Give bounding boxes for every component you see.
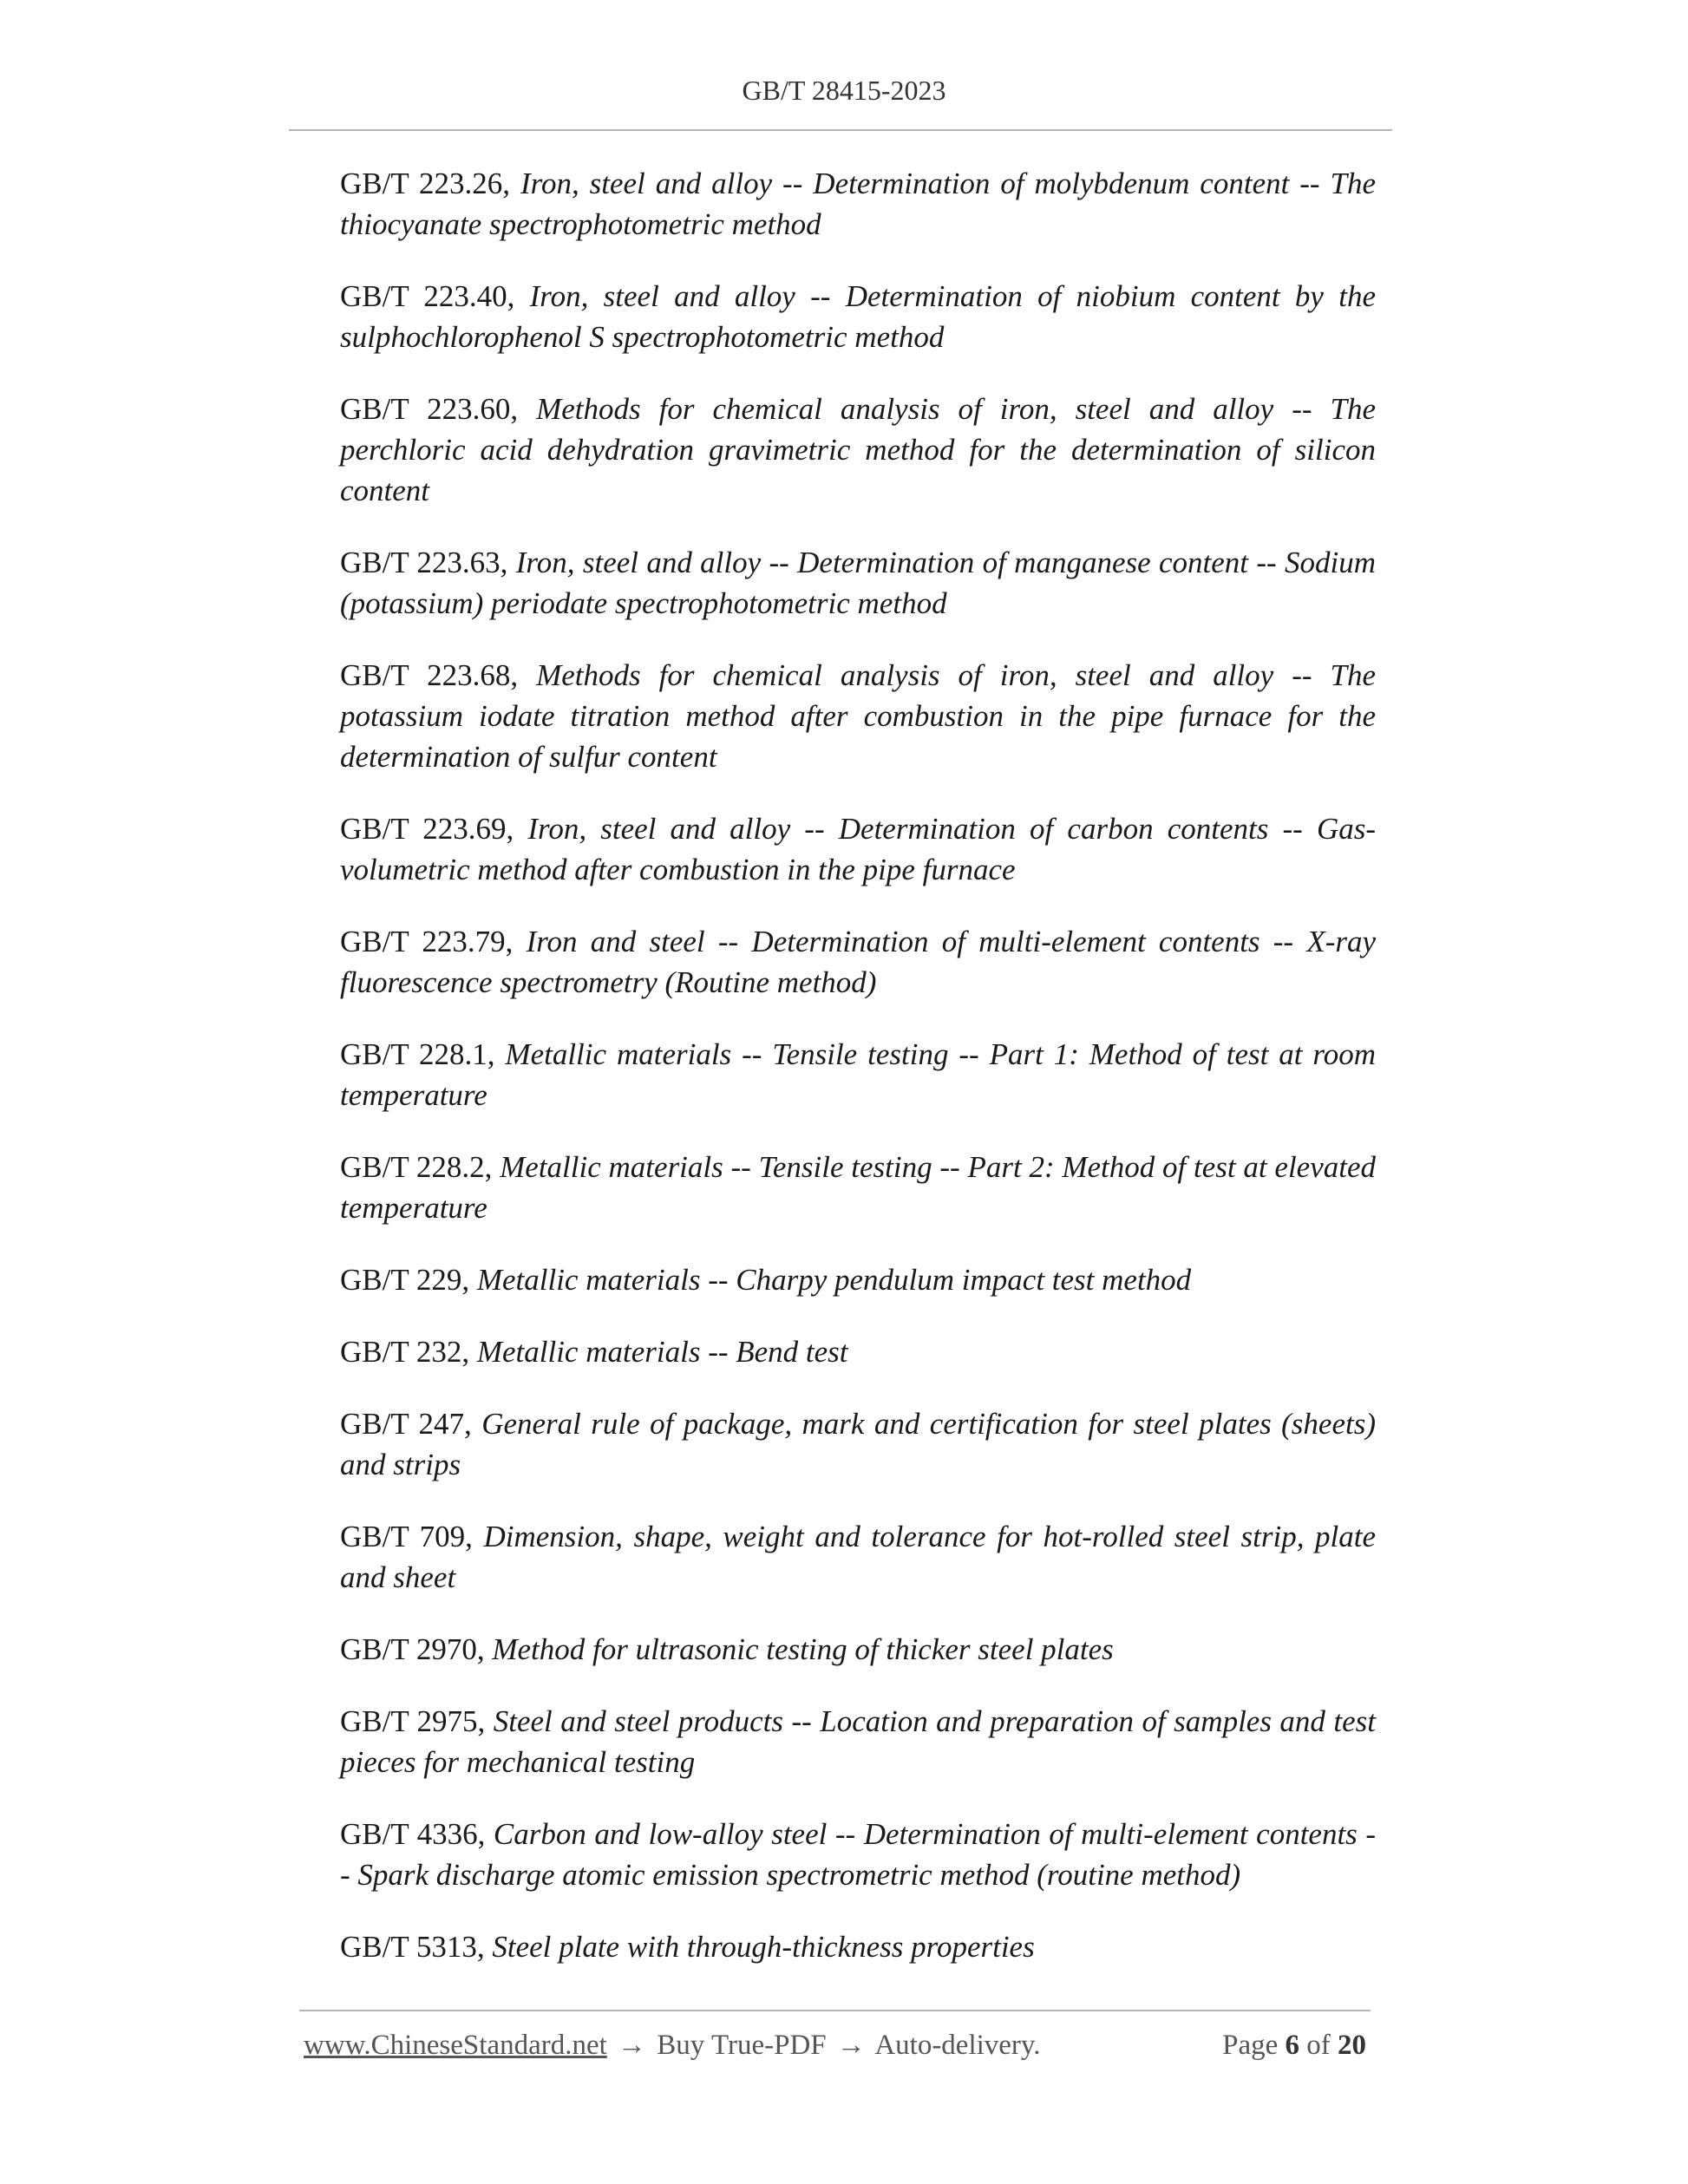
page-number <box>1222 2030 1366 2062</box>
reference-code: GB/T 223.40, <box>340 279 530 313</box>
reference-title: Iron, steel and alloy -- Determination of manganese content -- Sodium (potassium) periodate spectrophotometric method <box>340 546 1376 620</box>
reference-code: GB/T 223.79, <box>340 925 527 958</box>
reference-title: Steel plate with through-thickness properties <box>492 1930 1035 1964</box>
reference-item <box>340 1701 1376 1782</box>
reference-item <box>340 1926 1376 1967</box>
reference-code: GB/T 2970, <box>340 1632 493 1666</box>
reference-title: Methods for chemical analysis of iron, steel and alloy -- The perchloric acid dehydration gravimetric method for the determination of silicon content <box>340 392 1377 507</box>
reference-title: Metallic materials -- Tensile testing -- Part 2: Method of test at elevated temperature <box>340 1150 1376 1225</box>
reference-title: Metallic materials -- Charpy pendulum impact test method <box>476 1263 1192 1297</box>
arrow-right-icon: → <box>618 2030 647 2061</box>
reference-code: GB/T 223.26, <box>340 167 520 200</box>
reference-item <box>340 1259 1376 1300</box>
reference-code: GB/T 223.68, <box>340 658 537 692</box>
reference-title: Dimension, shape, weight and tolerance for hot-rolled steel strip, plate and sheet <box>340 1520 1376 1594</box>
reference-item <box>340 921 1376 1003</box>
footer-promo <box>304 2030 1041 2062</box>
reference-code: GB/T 223.60, <box>340 392 537 426</box>
reference-title: General rule of package, mark and certification for steel plates (sheets) and strips <box>340 1407 1376 1481</box>
auto-delivery-text: Auto-delivery. <box>874 2030 1041 2061</box>
reference-title: Steel and steel products -- Location and preparation of samples and test pieces for mechanical testing <box>340 1704 1376 1779</box>
reference-title: Iron, steel and alloy -- Determination of molybdenum content -- The thiocyanate spectrophotometric method <box>340 167 1376 241</box>
reference-code: GB/T 232, <box>340 1335 477 1369</box>
reference-item <box>340 808 1376 890</box>
footer-divider <box>299 2010 1371 2011</box>
reference-item <box>340 276 1376 357</box>
website-link[interactable]: www.ChineseStandard.net <box>304 2030 607 2061</box>
page-total: 20 <box>1338 2030 1366 2061</box>
reference-item <box>340 1403 1376 1485</box>
reference-item <box>340 542 1376 624</box>
reference-code: GB/T 223.63, <box>340 546 516 579</box>
reference-code: GB/T 247, <box>340 1407 482 1441</box>
reference-code: GB/T 228.1, <box>340 1037 506 1071</box>
reference-item <box>340 389 1376 511</box>
reference-item <box>340 1331 1376 1372</box>
arrow-right-icon: → <box>836 2030 866 2061</box>
reference-title: Iron and steel -- Determination of multi-element contents -- X-ray fluorescence spectrometry (Routine method) <box>340 925 1377 999</box>
reference-item <box>340 163 1376 245</box>
reference-code: GB/T 4336, <box>340 1817 494 1851</box>
page-label: Page <box>1222 2030 1279 2061</box>
reference-title: Iron, steel and alloy -- Determination of niobium content by the sulphochlorophenol S spectrophotometric method <box>340 279 1376 354</box>
reference-item <box>340 1147 1376 1228</box>
reference-code: GB/T 229, <box>340 1263 477 1297</box>
reference-title: Metallic materials -- Bend test <box>476 1335 848 1369</box>
reference-title: Metallic materials -- Tensile testing -- Part 1: Method of test at room temperature <box>340 1037 1376 1112</box>
reference-item <box>340 1034 1376 1115</box>
reference-title: Iron, steel and alloy -- Determination of carbon contents -- Gas-volumetric method after combustion in the pipe furnace <box>340 812 1376 886</box>
page-current: 6 <box>1285 2030 1299 2061</box>
reference-title: Carbon and low-alloy steel -- Determination of multi-element contents -- Spark discharge atomic emission spectrometric method (routine method) <box>340 1817 1376 1892</box>
reference-title: Methods for chemical analysis of iron, steel and alloy -- The potassium iodate titration method after combustion in the pipe furnace for the determination of sulfur content <box>340 658 1377 774</box>
reference-item <box>340 1629 1376 1670</box>
header-divider <box>289 129 1392 131</box>
reference-code: GB/T 709, <box>340 1520 484 1553</box>
reference-code: GB/T 228.2, <box>340 1150 501 1184</box>
page-of-label: of <box>1306 2030 1331 2061</box>
normative-references-list <box>340 163 1376 1998</box>
reference-item <box>340 1516 1376 1598</box>
reference-code: GB/T 223.69, <box>340 812 528 846</box>
reference-item <box>340 1814 1376 1895</box>
page-header-title: GB/T 28415-2023 <box>742 75 946 106</box>
buy-pdf-text: Buy True-PDF <box>657 2030 827 2061</box>
reference-code: GB/T 5313, <box>340 1930 493 1964</box>
reference-title: Method for ultrasonic testing of thicker steel plates <box>492 1632 1114 1666</box>
reference-code: GB/T 2975, <box>340 1704 494 1738</box>
reference-item <box>340 655 1376 777</box>
